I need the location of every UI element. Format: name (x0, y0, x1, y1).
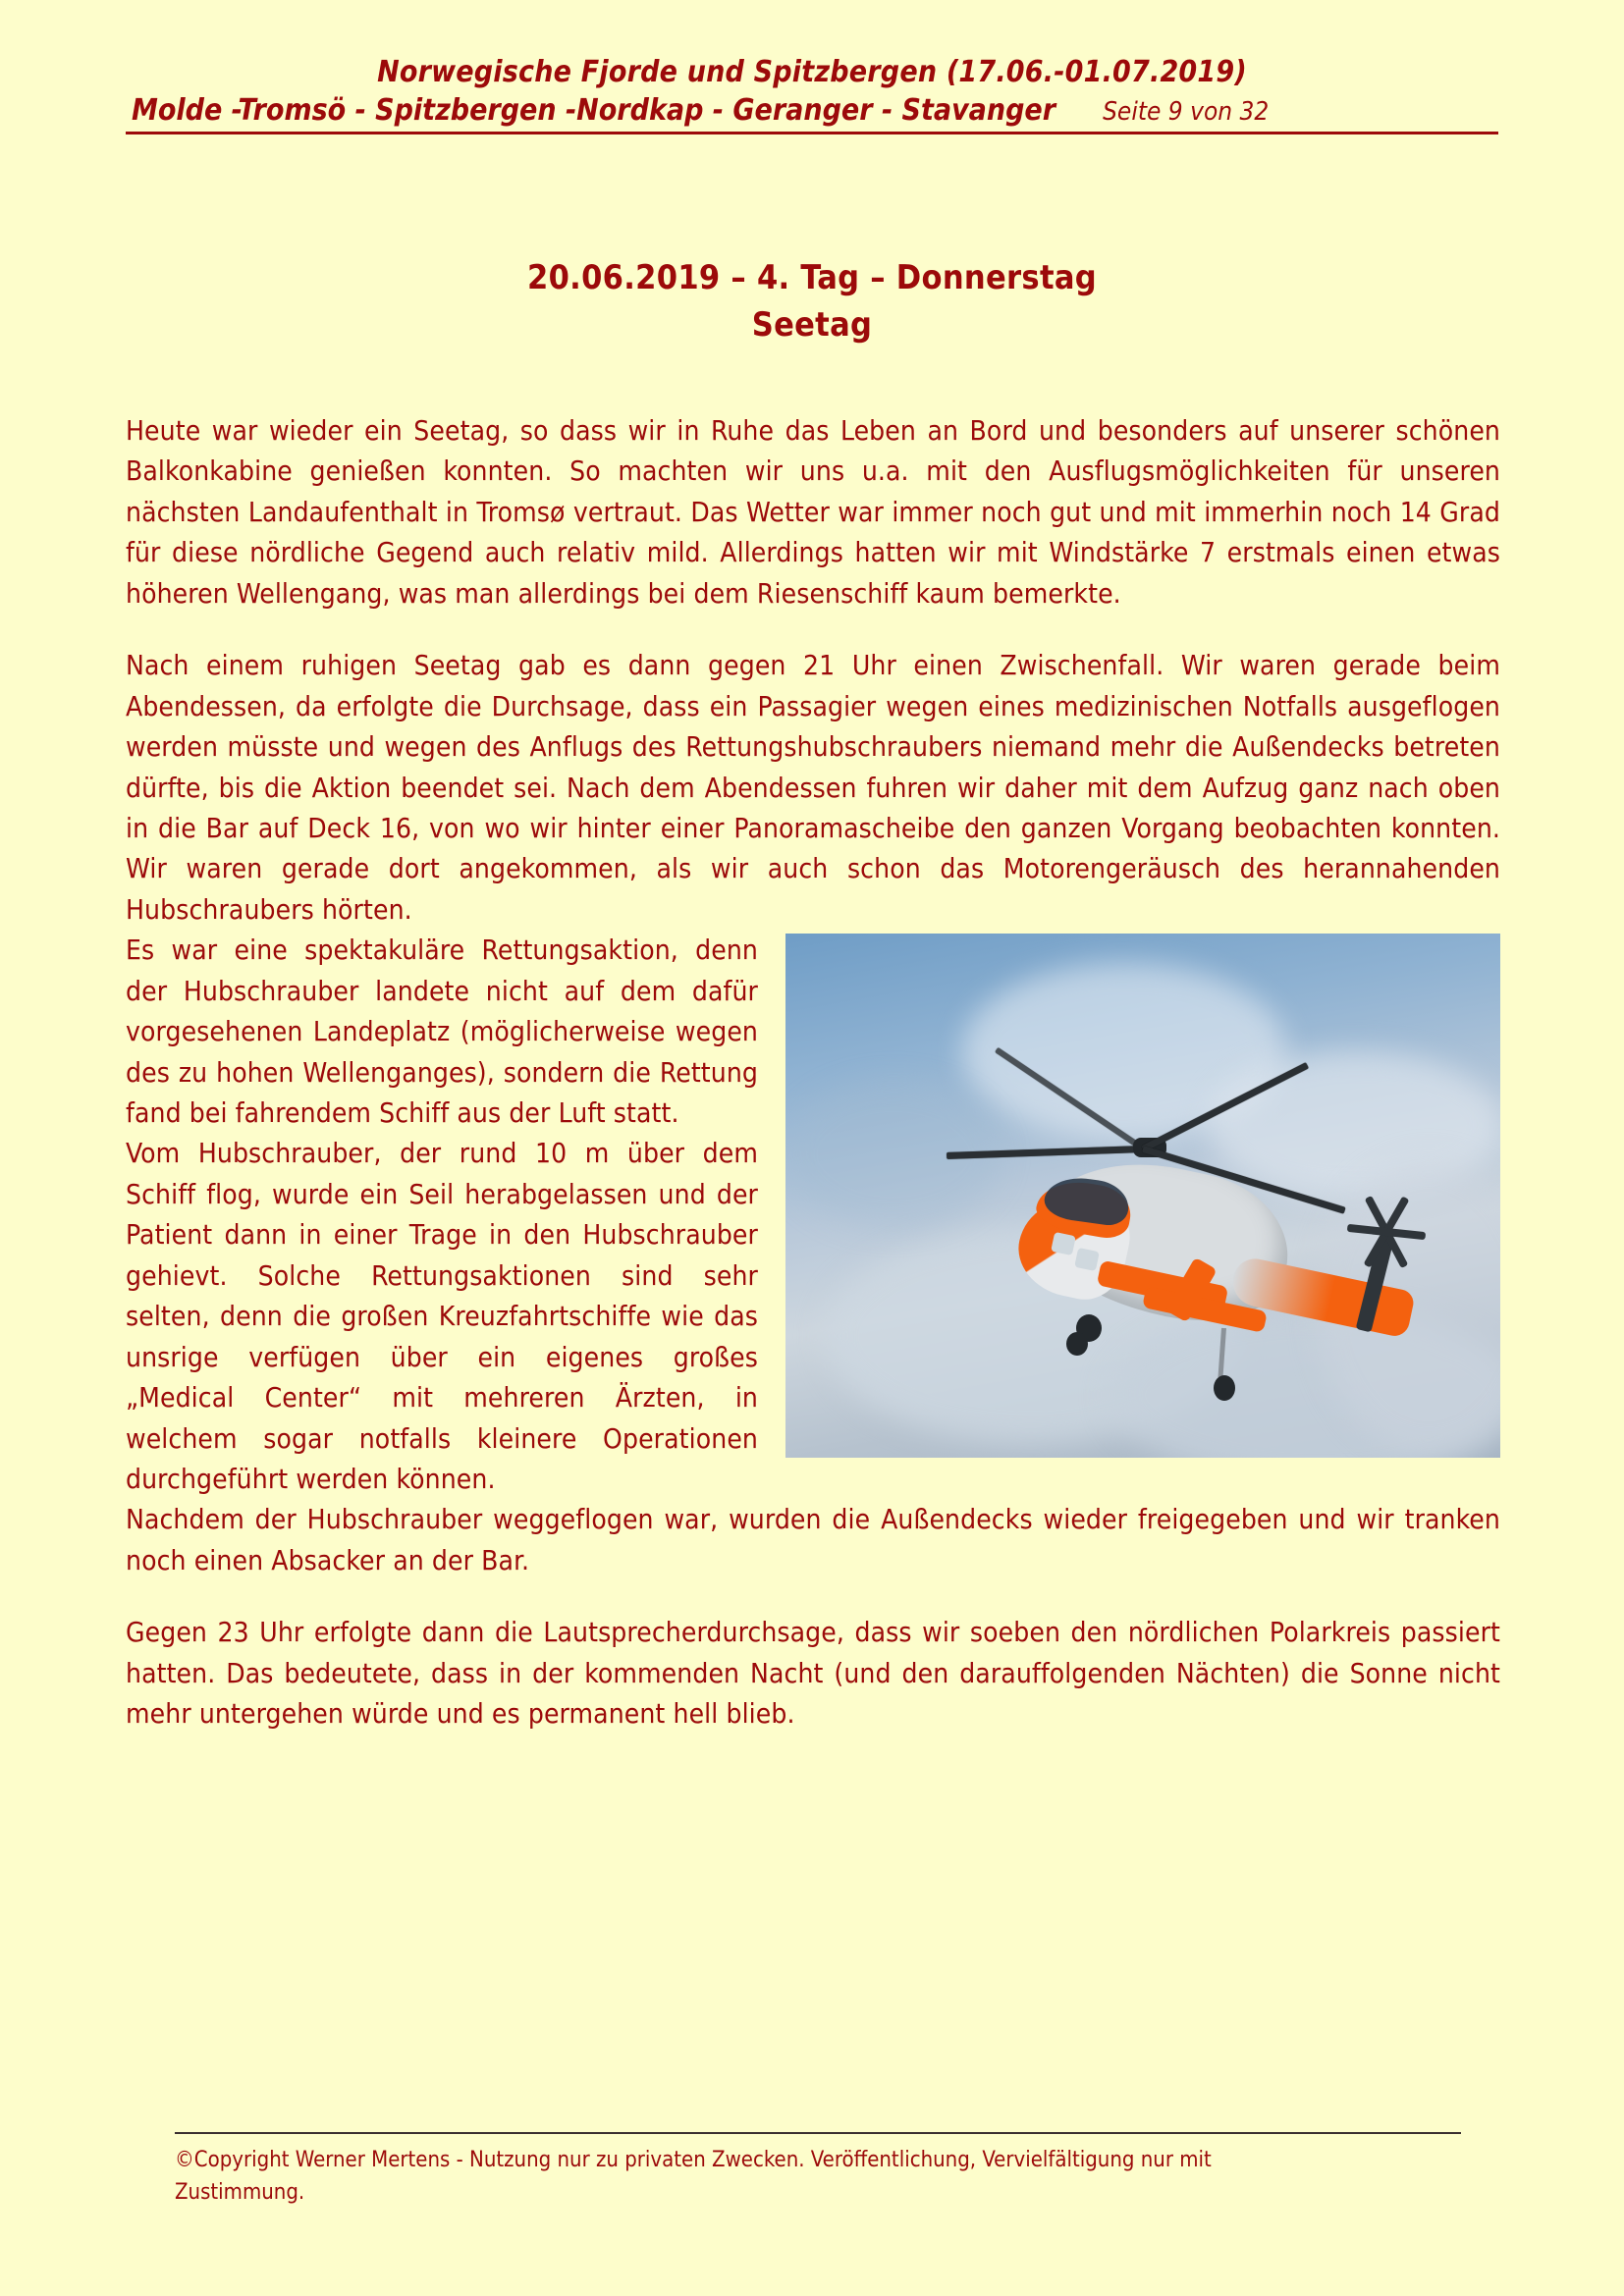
page-header (126, 55, 1498, 134)
paragraph-1: Heute war wieder ein Seetag, so dass wir in Ruhe das Leben an Bord und besonders auf unserer schönen Balkonkabine genießen konnten. So machten wir uns u.a. mit den Ausflugsmöglichkeiten für unseren nächsten Landaufenthalt in Tromsø vertraut. Das Wetter war immer noch gut und mit immerhin noch 14 Grad für diese nördliche Gegend auch relativ mild. Allerdings hatten wir mit Windstärke 7 erstmals einen etwas höheren Wellengang, was man allerdings bei dem Riesenschiff kaum bemerkte. (126, 414, 1500, 610)
paragraph-spacer (126, 1580, 1500, 1612)
header-page-number: Seite 9 von 32 (1103, 96, 1270, 127)
helicopter-icon (950, 1081, 1373, 1395)
page-footer (175, 2132, 1461, 2209)
helicopter-wheel (1066, 1332, 1088, 1356)
footer-divider (175, 2132, 1461, 2134)
paragraph-4: Vom Hubschrauber, der rund 10 m über dem Schiff flog, wurde ein Seil herabgelassen und der Patient dann in einer Trage in den Hubschrauber gehievt. Solche Rettungsaktionen sind sehr selten, denn die großen Kreuzfahrtschiffe wie das unsrige verfügen über ein eigenes großes „Medical Center“ mit mehreren Ärzten, in welchem sogar notfalls kleinere Operationen durchgeführt werden können. (126, 1137, 758, 1495)
page-title (126, 257, 1498, 347)
helicopter-photo (785, 934, 1500, 1458)
paragraph-5: Nachdem der Hubschrauber weggeflogen war, wurden die Außendecks wieder freigegeben und wir tranken noch einen Absacker an der Bar. (126, 1503, 1500, 1576)
paragraph-2: Nach einem ruhigen Seetag gab es dann gegen 21 Uhr einen Zwischenfall. Wir waren gerade beim Abendessen, da erfolgte die Durchsage, dass ein Passagier wegen eines medizinischen Notfalls ausgeflogen werden müsste und wegen des Anflugs des Rettungshubschraubers niemand mehr die Außendecks betreten dürfte, bis die Aktion beendet sei. Nach dem Abendessen fuhren wir daher mit dem Aufzug ganz nach oben in die Bar auf Deck 16, von wo wir hinter einer Panoramascheibe den ganzen Vorgang beobachten konnten. Wir waren gerade dort angekommen, als wir auch schon das Motorengeräusch des herannahenden Hubschraubers hörten. (126, 649, 1500, 926)
body-content (126, 410, 1500, 1735)
helicopter-strut (1218, 1328, 1226, 1379)
header-title: Norwegische Fjorde und Spitzbergen (17.06.-01.07.2019) (377, 55, 1247, 89)
paragraph-spacer (126, 614, 1500, 645)
main-rotor-blade (947, 1146, 1143, 1159)
helicopter-photo-container (785, 934, 1500, 1458)
paragraph-6: Gegen 23 Uhr erfolgte dann die Lautsprecherdurchsage, dass wir soeben den nördlichen Polarkreis passiert hatten. Das bedeutete, dass in der kommenden Nacht (und den darauffolgenden Nächten) die Sonne nicht mehr untergehen würde und es permanent hell blieb. (126, 1616, 1500, 1731)
day-heading-date: 20.06.2019 – 4. Tag – Donnerstag (526, 258, 1097, 297)
header-route-row (126, 93, 1498, 134)
day-heading-subtitle: Seetag (751, 304, 873, 345)
footer-copyright: ©Copyright Werner Mertens - Nutzung nur zu privaten Zwecken. Veröffentlichung, Vervielfältigung nur mit Zustimmung. (175, 2148, 1212, 2205)
header-route: Molde -Tromsö - Spitzbergen -Nordkap - Geranger - Stavanger (132, 92, 1056, 128)
paragraph-3: Es war eine spektakuläre Rettungsaktion, denn der Hubschrauber landete nicht auf dem dafür vorgesehenen Landeplatz (möglicherweise wegen des zu hohen Wellenganges), sondern die Rettung fand bei fahrendem Schiff aus der Luft statt. (126, 934, 758, 1129)
